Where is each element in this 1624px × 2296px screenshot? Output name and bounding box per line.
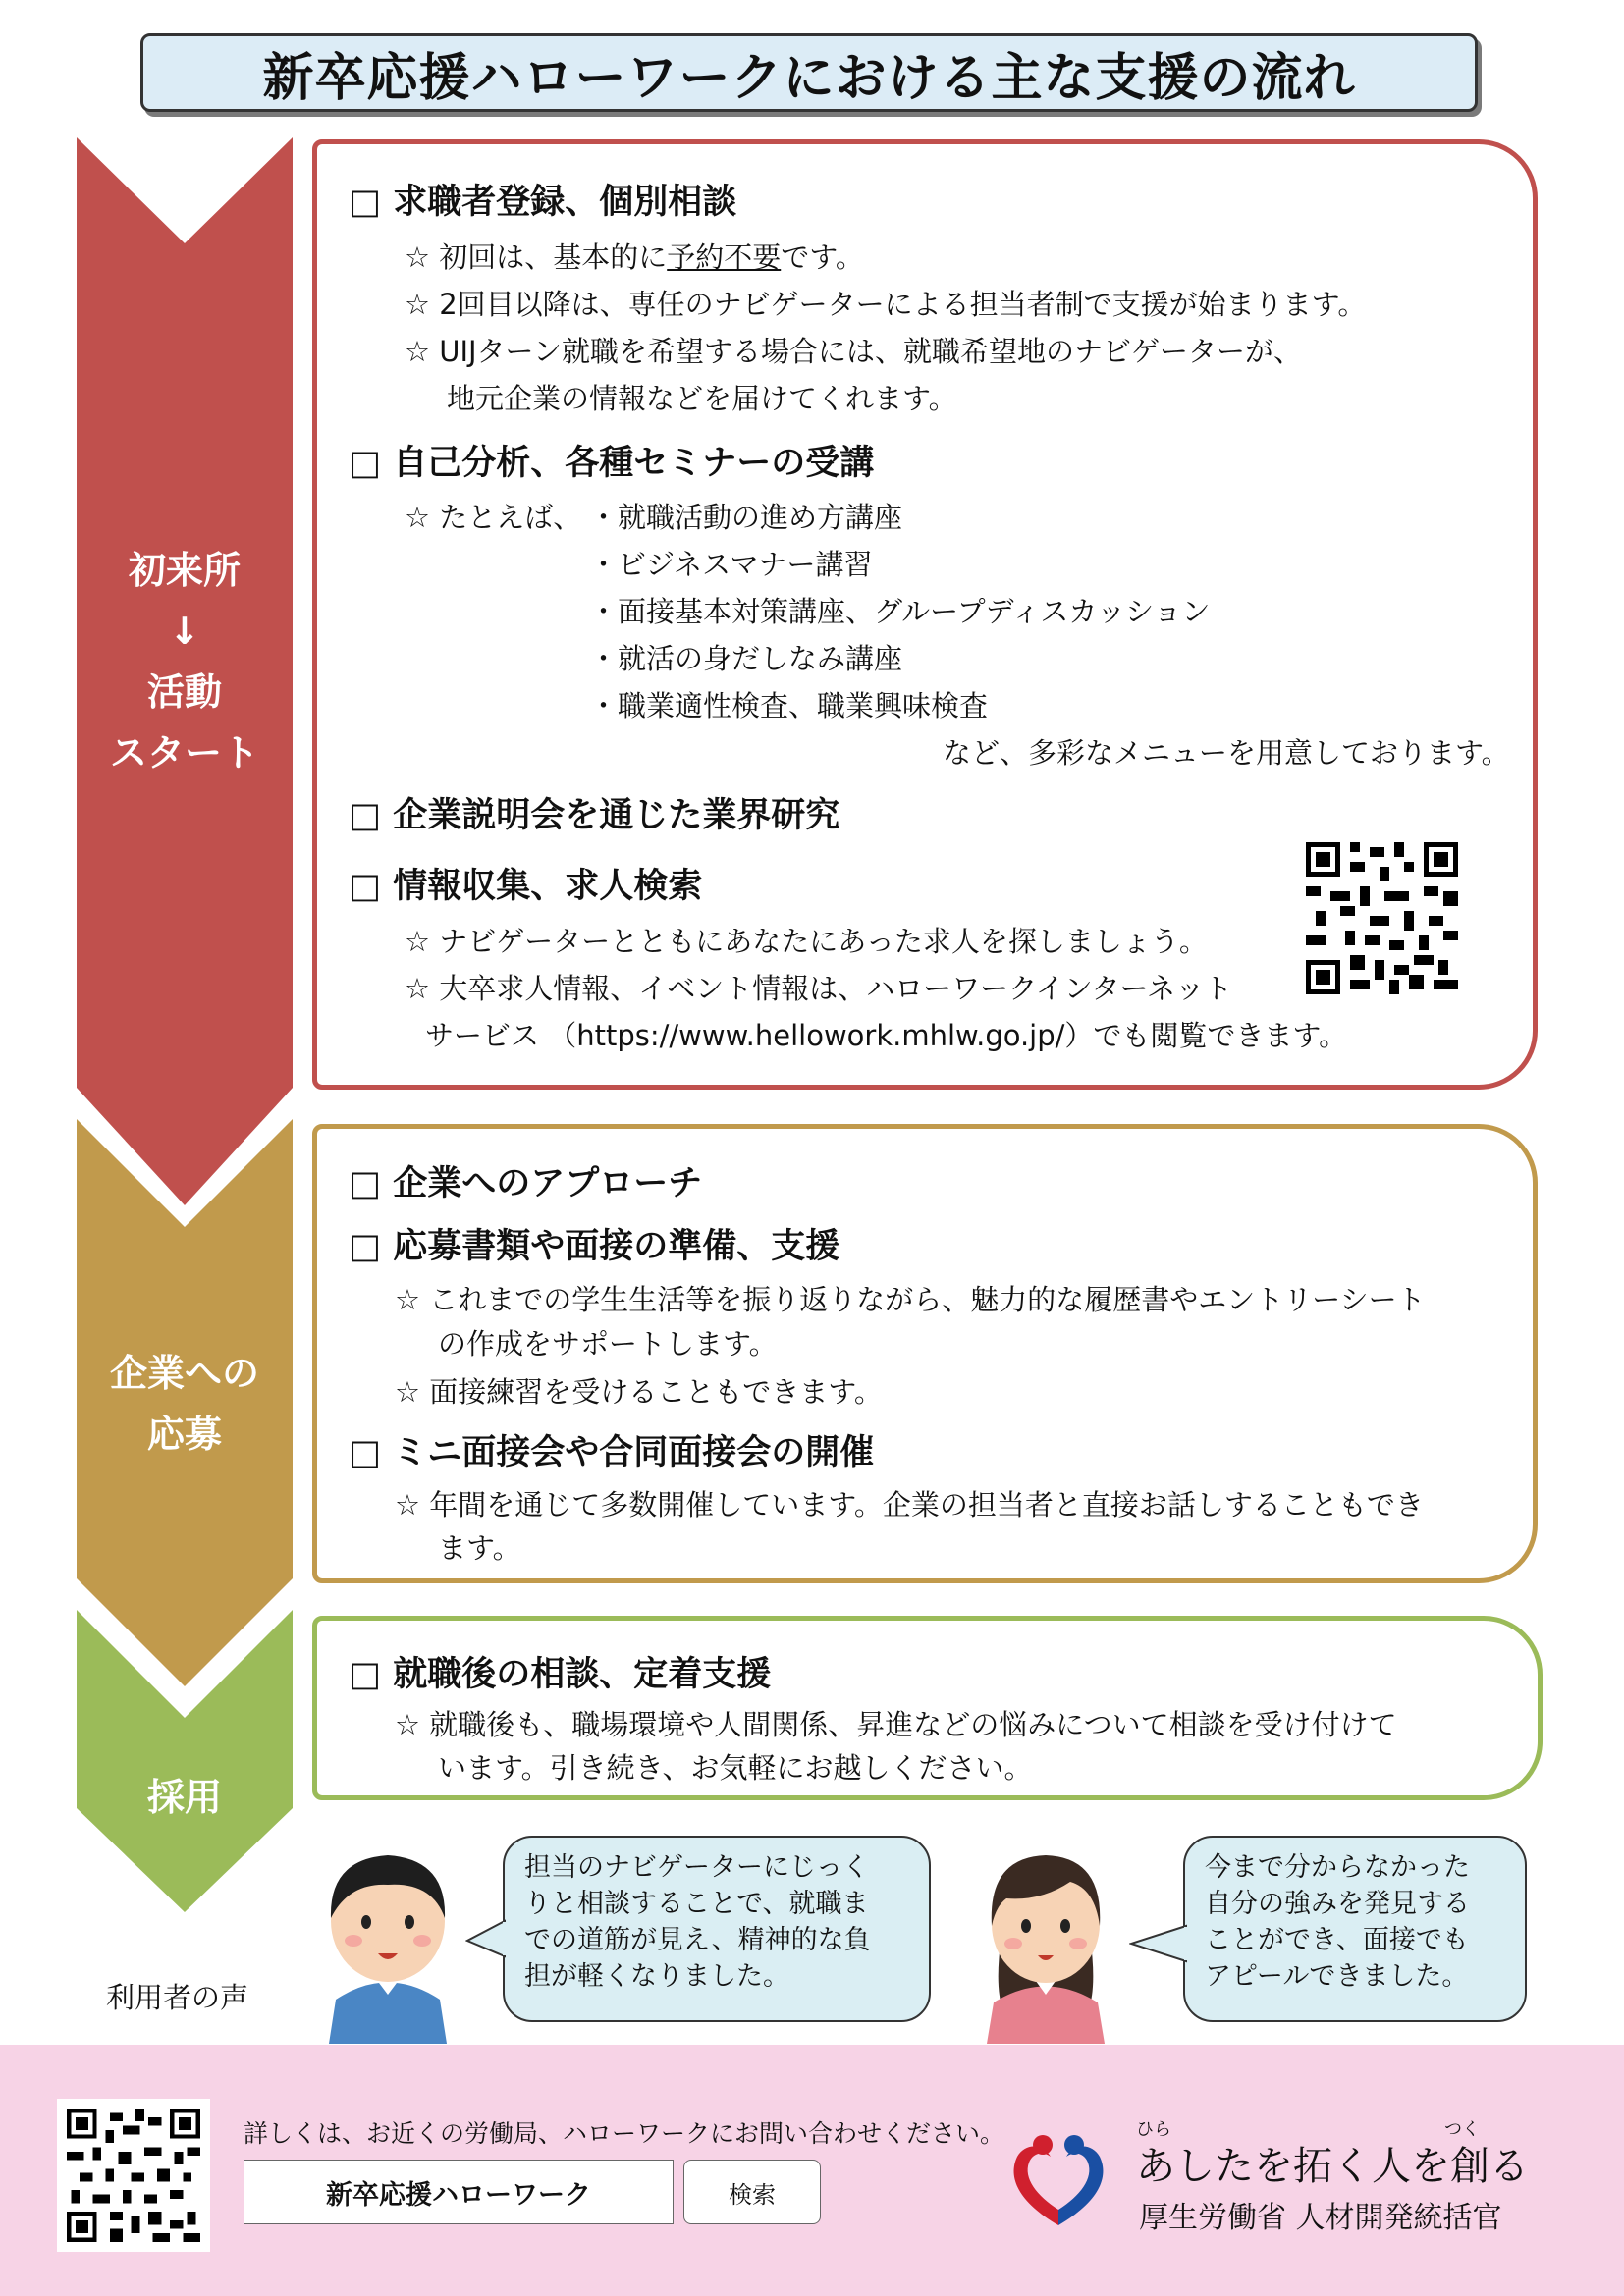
mhlw-logo-icon [1003, 2123, 1113, 2233]
stage-arrows [0, 0, 314, 1924]
text-menu-tail: など、多彩なメニューを用意しております。 [943, 736, 1510, 770]
heading-industry-research: □ 企業説明会を通じた業界研究 [349, 796, 840, 835]
male-user-bubble: 担当のナビゲーターにじっく りと相談することで、就職ま での道筋が見え、精神的な負 担が軽くなりました。 [503, 1836, 931, 2022]
search-button[interactable]: 検索 [683, 2160, 821, 2224]
text-after-hire-cont: います。引き続き、お気軽にお越しください。 [438, 1751, 1033, 1785]
female-user-bubble: 今まで分からなかった 自分の強みを発見する ことができ、面接でも アピールできました。 [1183, 1836, 1527, 2022]
text-hellowork-url: サービス （https://www.hellowork.mhlw.go.jp/）でも閲覧できます。 [425, 1019, 1348, 1052]
text-uij-turn: ☆ UIJターン就職を希望する場合には、就職希望地のナビゲーターが、 [405, 335, 1302, 368]
ruby-hira: ひら [1136, 2119, 1171, 2140]
footer-notice: 詳しくは、お近くの労働局、ハローワークにお問い合わせください。 [244, 2119, 1005, 2148]
heading-job-search: □ 情報収集、求人検索 [349, 867, 703, 906]
ministry-slogan: あしたを拓く人を創る [1136, 2144, 1529, 2189]
heading-seminars: □ 自己分析、各種セミナーの受講 [349, 444, 875, 483]
text-resume-support: ☆ これまでの学生生活等を振り返りながら、魅力的な履歴書やエントリーシート [395, 1283, 1426, 1316]
seminar-item: ・就職活動の進め方講座 [589, 501, 903, 534]
text-job-info: ☆ 大卒求人情報、イベント情報は、ハローワークインターネット [405, 972, 1233, 1005]
page-title: 新卒応援ハローワークにおける主な支援の流れ [140, 33, 1478, 112]
text-uij-turn-cont: 地元企業の情報などを届けてくれます。 [447, 382, 957, 415]
text-second-visit: ☆ 2回目以降は、専任のナビゲーターによる担当者制で支援が始まります。 [405, 288, 1367, 321]
heading-approach: □ 企業へのアプローチ [349, 1164, 703, 1203]
text-events-held: ☆ 年間を通じて多数開催しています。企業の担当者と直接お話しすることもでき [395, 1488, 1424, 1522]
heading-interview-events: □ ミニ面接会や合同面接会の開催 [349, 1433, 875, 1472]
footer-qr-code[interactable] [57, 2099, 210, 2252]
hellowork-qr-code[interactable] [1306, 842, 1458, 994]
heading-registration: □ 求職者登録、個別相談 [349, 183, 737, 222]
ministry-name: 厚生労働省 人材開発統括官 [1139, 2201, 1502, 2235]
text-for-example: ☆ たとえば、 [405, 501, 582, 534]
female-user-illustration [972, 1828, 1119, 2044]
search-input[interactable]: 新卒応援ハローワーク [244, 2160, 674, 2224]
text-events-held-cont: ます。 [438, 1531, 521, 1565]
user-voices-label: 利用者の声 [106, 1981, 249, 2014]
stage-label-hire: 採用 [146, 1776, 222, 1819]
male-bubble-tail [465, 1919, 507, 1958]
seminar-item: ・面接基本対策講座、グループディスカッション [589, 595, 1211, 628]
text-after-hire: ☆ 就職後も、職場環境や人間関係、昇進などの悩みについて相談を受け付けて [395, 1708, 1397, 1741]
male-user-illustration [314, 1828, 461, 2044]
heading-application-prep: □ 応募書類や面接の準備、支援 [349, 1227, 840, 1266]
text-resume-support-cont: の作成をサポートします。 [438, 1327, 778, 1361]
stage-label-start: 初来所 ↓ 活動 スタート [109, 549, 259, 774]
heading-retention-support: □ 就職後の相談、定着支援 [349, 1655, 772, 1694]
stage-label-apply: 企業への 応募 [109, 1352, 259, 1456]
ruby-tsuku: つく [1444, 2119, 1480, 2140]
female-bubble-tail [1129, 1924, 1188, 1963]
seminar-item: ・就活の身だしなみ講座 [589, 642, 903, 675]
text-find-jobs: ☆ ナビゲーターとともにあなたにあった求人を探しましょう。 [405, 925, 1208, 958]
text-interview-practice: ☆ 面接練習を受けることもできます。 [395, 1375, 883, 1409]
seminar-item: ・ビジネスマナー講習 [589, 548, 873, 581]
seminar-item: ・職業適性検査、職業興味検査 [589, 689, 989, 722]
text-first-visit: ☆ 初回は、基本的に予約不要です。 [405, 240, 864, 274]
